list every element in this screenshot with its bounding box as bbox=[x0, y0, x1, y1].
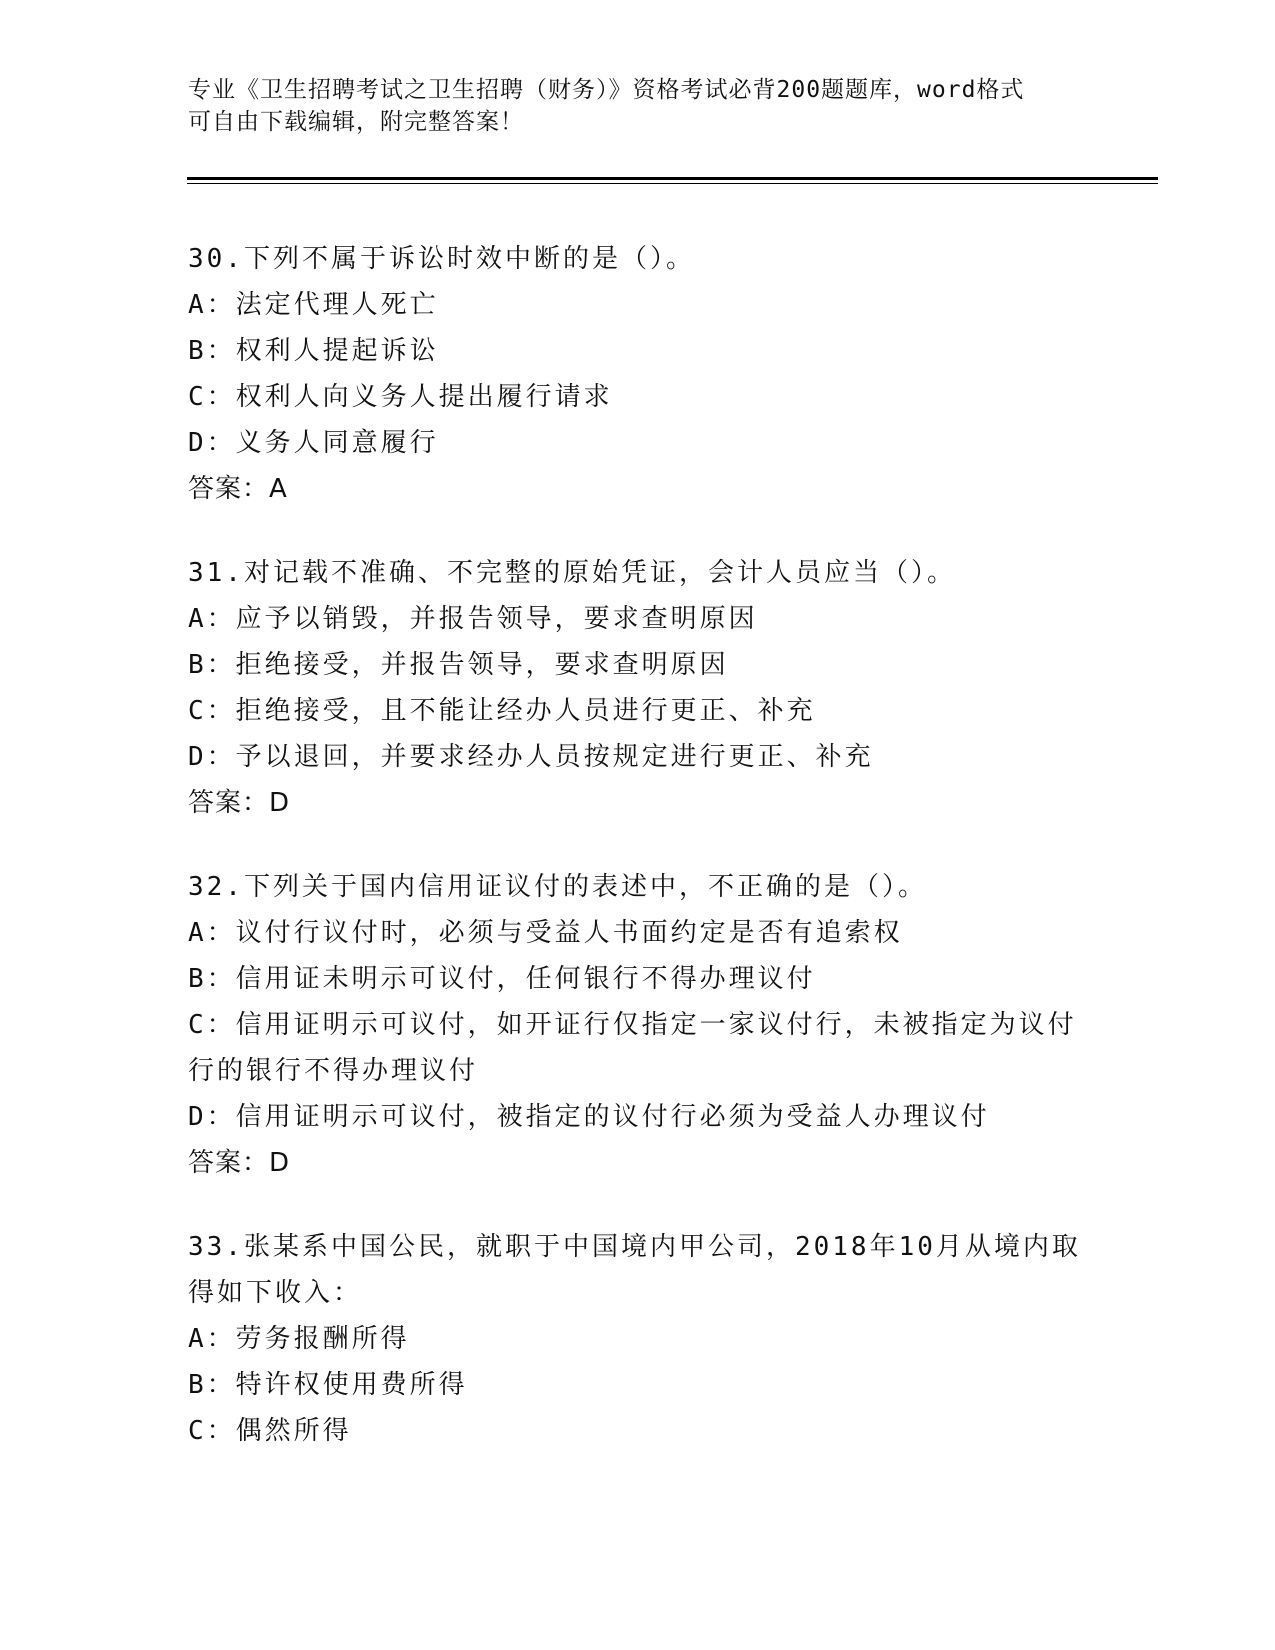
option-a: A：法定代理人死亡 bbox=[188, 290, 439, 320]
question-list bbox=[188, 236, 1088, 1492]
option-d: D：义务人同意履行 bbox=[188, 428, 439, 458]
option-c: C：拒绝接受，且不能让经办人员进行更正、补充 bbox=[188, 696, 816, 726]
option-c-line-2: 行的银行不得办理议付 bbox=[188, 1056, 479, 1086]
header-divider-thin bbox=[187, 183, 1158, 184]
option-b: B：信用证未明示可议付，任何银行不得办理议付 bbox=[188, 964, 816, 994]
question-33 bbox=[188, 1224, 1088, 1454]
option-d: D：信用证明示可议付，被指定的议付行必须为受益人办理议付 bbox=[188, 1102, 990, 1132]
header-divider-thick bbox=[187, 177, 1158, 180]
option-c-line-1: C：信用证明示可议付，如开证行仅指定一家议付行，未被指定为议付 bbox=[188, 1010, 1077, 1040]
question-30 bbox=[188, 236, 1088, 512]
document-header bbox=[188, 74, 1078, 138]
option-c: C：权利人向义务人提出履行请求 bbox=[188, 382, 613, 412]
option-a: A：应予以销毁，并报告领导，要求查明原因 bbox=[188, 604, 758, 634]
answer-label: 答案：D bbox=[188, 788, 291, 818]
option-c: C：偶然所得 bbox=[188, 1416, 352, 1446]
option-b: B：拒绝接受，并报告领导，要求查明原因 bbox=[188, 650, 729, 680]
header-line-2: 可自由下载编辑，附完整答案！ bbox=[188, 109, 524, 135]
option-d: D：予以退回，并要求经办人员按规定进行更正、补充 bbox=[188, 742, 874, 772]
option-a: A：劳务报酬所得 bbox=[188, 1324, 410, 1354]
question-stem: 30.下列不属于诉讼时效中断的是（）。 bbox=[188, 244, 695, 274]
option-b: B：特许权使用费所得 bbox=[188, 1370, 468, 1400]
answer-label: 答案：A bbox=[188, 474, 288, 504]
question-32 bbox=[188, 864, 1088, 1186]
question-stem-line-1: 33.张某系中国公民，就职于中国境内甲公司，2018年10月从境内取 bbox=[188, 1232, 1081, 1262]
option-a: A：议付行议付时，必须与受益人书面约定是否有追索权 bbox=[188, 918, 903, 948]
question-stem-line-2: 得如下收入： bbox=[188, 1278, 363, 1308]
question-stem: 32.下列关于国内信用证议付的表述中，不正确的是（）。 bbox=[188, 872, 927, 902]
answer-label: 答案：D bbox=[188, 1148, 291, 1178]
header-line-1: 专业《卫生招聘考试之卫生招聘（财务）》资格考试必背200题题库，word格式 bbox=[188, 77, 1025, 103]
question-31 bbox=[188, 550, 1088, 826]
question-stem: 31.对记载不准确、不完整的原始凭证，会计人员应当（）。 bbox=[188, 558, 956, 588]
option-b: B：权利人提起诉讼 bbox=[188, 336, 439, 366]
